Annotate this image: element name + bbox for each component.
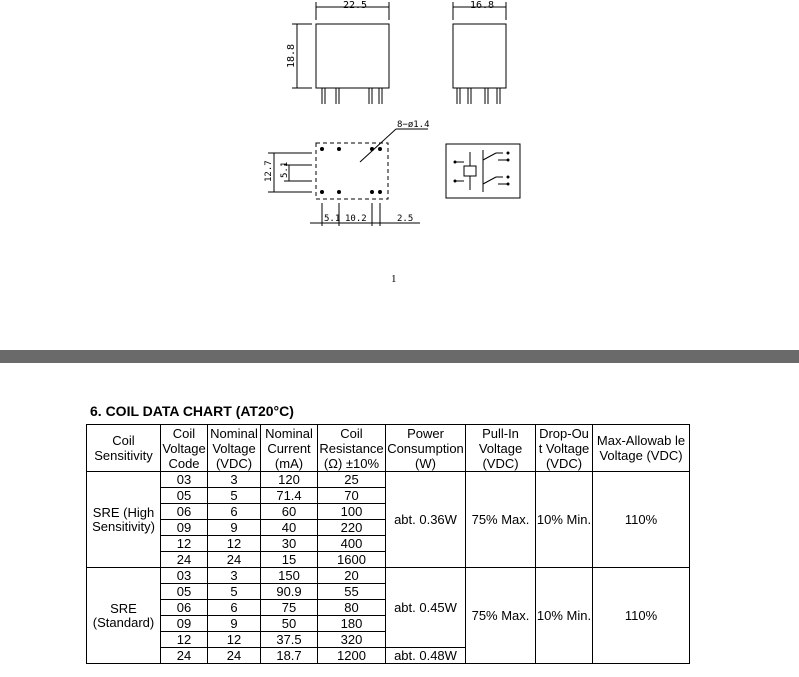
cell-current: 37.5 — [261, 632, 318, 648]
cell-pull-in: 75% Max. — [466, 472, 536, 568]
cell-current: 120 — [261, 472, 318, 488]
group-name: SRE (Standard) — [87, 568, 161, 664]
cell-code: 06 — [161, 504, 208, 520]
cell-current: 71.4 — [261, 488, 318, 504]
cell-resistance: 220 — [318, 520, 386, 536]
cell-code: 05 — [161, 584, 208, 600]
header-pull-in: Pull-In Voltage (VDC) — [466, 425, 536, 472]
bottom-view — [268, 129, 428, 226]
group-name: SRE (High Sensitivity) — [87, 472, 161, 568]
cell-resistance: 400 — [318, 536, 386, 552]
header-nominal-voltage: Nominal Voltage (VDC) — [208, 425, 261, 472]
header-power: Power Consumption (W) — [387, 425, 464, 471]
header-nominal-current: Nominal Current (mA) — [261, 425, 318, 472]
cell-resistance: 1200 — [318, 648, 386, 664]
schematic-pins — [454, 152, 510, 186]
cell-code: 24 — [161, 648, 208, 664]
cell-current: 60 — [261, 504, 318, 520]
cell-voltage: 3 — [208, 472, 261, 488]
cell-voltage: 12 — [208, 632, 261, 648]
cell-voltage: 24 — [208, 552, 261, 568]
page-number: 1 — [391, 273, 397, 285]
cell-current: 40 — [261, 520, 318, 536]
cell-current: 50 — [261, 616, 318, 632]
cell-power: abt. 0.45W — [386, 568, 466, 648]
cell-current: 30 — [261, 536, 318, 552]
cell-voltage: 9 — [208, 520, 261, 536]
cell-code: 12 — [161, 632, 208, 648]
cell-voltage: 9 — [208, 616, 261, 632]
section-title: 6. COIL DATA CHART (AT20°C) — [90, 403, 294, 419]
relay-drawing — [0, 0, 799, 290]
cell-resistance: 100 — [318, 504, 386, 520]
cell-current: 15 — [261, 552, 318, 568]
cell-current: 18.7 — [261, 648, 318, 664]
cell-max-voltage: 110% — [593, 472, 690, 568]
cell-voltage: 24 — [208, 648, 261, 664]
header-code: Coil Voltage Code — [162, 425, 206, 471]
cell-drop-out: 10% Min. — [536, 568, 593, 664]
coil-data-table — [86, 424, 690, 664]
cell-pull-in: 75% Max. — [466, 568, 536, 664]
table-row — [87, 568, 690, 584]
cell-resistance: 55 — [318, 584, 386, 600]
header-resistance: Coil Resistance (Ω) ±10% — [319, 425, 384, 471]
cell-code: 03 — [161, 568, 208, 584]
cell-resistance: 25 — [318, 472, 386, 488]
dim-v-inner-text: 5.1 — [280, 161, 290, 178]
cell-max-voltage: 110% — [593, 568, 690, 664]
dim-holes-text: 8−ø1.4 — [397, 120, 430, 130]
cell-resistance: 70 — [318, 488, 386, 504]
header-drop-out: Drop-Ou t Voltage (VDC) — [536, 425, 593, 472]
dim-height-text: 18.8 — [286, 43, 297, 68]
cell-code: 09 — [161, 520, 208, 536]
cell-code: 09 — [161, 616, 208, 632]
cell-power-last: abt. 0.48W — [386, 648, 466, 664]
cell-code: 24 — [161, 552, 208, 568]
cell-resistance: 20 — [318, 568, 386, 584]
cell-voltage: 5 — [208, 584, 261, 600]
cell-resistance: 1600 — [318, 552, 386, 568]
cell-code: 12 — [161, 536, 208, 552]
cell-voltage: 6 — [208, 504, 261, 520]
cell-drop-out: 10% Min. — [536, 472, 593, 568]
cell-code: 06 — [161, 600, 208, 616]
dim-v-outer-text: 12.7 — [264, 160, 274, 182]
page-separator — [0, 350, 799, 363]
dim-h-c-text: 2.5 — [397, 214, 414, 224]
cell-current: 75 — [261, 600, 318, 616]
dim-h-a-text: 5.1 — [324, 214, 341, 224]
dim-h-b-text: 10.2 — [345, 214, 367, 224]
dim-depth-text: 16.8 — [470, 0, 495, 11]
dim-width-text: 22.5 — [343, 0, 368, 11]
cell-code: 03 — [161, 472, 208, 488]
cell-current: 150 — [261, 568, 318, 584]
table-row — [87, 472, 690, 488]
header-sensitivity: Coil Sensitivity — [87, 425, 161, 472]
front-view — [292, 2, 389, 104]
header-max-voltage: Max-Allowab le Voltage (VDC) — [593, 425, 690, 472]
side-view — [453, 2, 506, 104]
cell-code: 05 — [161, 488, 208, 504]
cell-voltage: 5 — [208, 488, 261, 504]
cell-power: abt. 0.36W — [386, 472, 466, 568]
cell-voltage: 6 — [208, 600, 261, 616]
cell-voltage: 12 — [208, 536, 261, 552]
cell-resistance: 180 — [318, 616, 386, 632]
cell-resistance: 320 — [318, 632, 386, 648]
cell-current: 90.9 — [261, 584, 318, 600]
cell-voltage: 3 — [208, 568, 261, 584]
cell-resistance: 80 — [318, 600, 386, 616]
pin-holes — [320, 147, 382, 194]
